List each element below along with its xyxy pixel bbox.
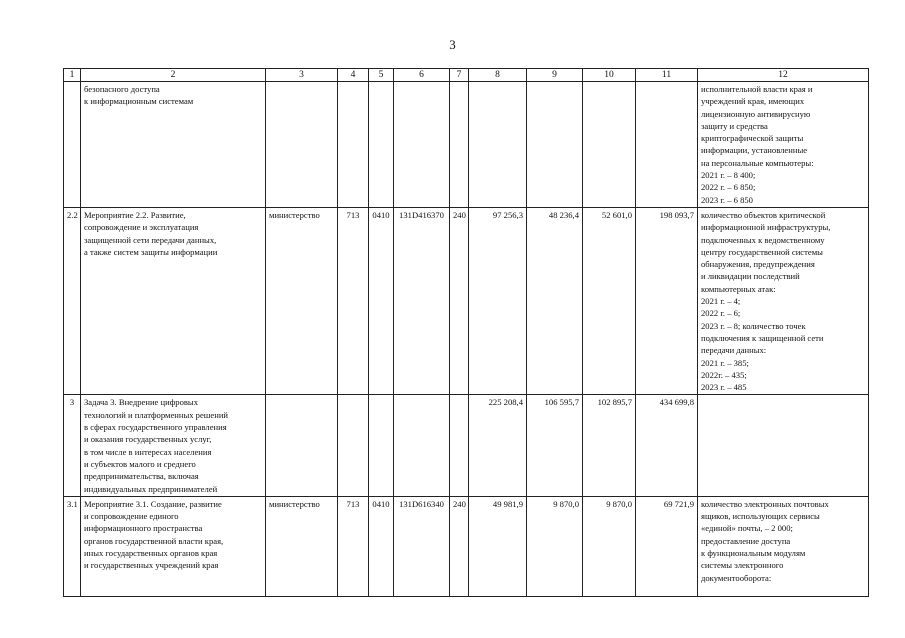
code-cell xyxy=(338,395,369,496)
text-line: предоставление доступа xyxy=(701,535,791,546)
text-line: 2023 г. – 8; количество точек xyxy=(701,320,806,331)
text-line: ящиков, использующих сервисы xyxy=(701,511,820,522)
code-cell: 713 xyxy=(338,496,369,596)
code-cell xyxy=(338,82,369,208)
result-cell xyxy=(698,496,869,596)
text-line: «единой» почты, – 2 000; xyxy=(701,523,793,534)
amount-2021-cell: 49 981,9 xyxy=(469,496,527,596)
amount-total-cell: 198 093,7 xyxy=(636,207,698,394)
text-line: иных государственных органов края xyxy=(84,547,218,558)
header-cell: 8 xyxy=(469,69,527,82)
text-line: 2023 г. – 6 850 xyxy=(701,194,753,205)
header-cell: 7 xyxy=(450,69,469,82)
header-cell: 9 xyxy=(527,69,583,82)
header-cell: 3 xyxy=(266,69,338,82)
text-line: информационного пространства xyxy=(84,523,203,534)
text-line: на персональные компьютеры: xyxy=(701,157,814,168)
amount-2023-cell: 9 870,0 xyxy=(583,496,636,596)
header-cell: 11 xyxy=(636,69,698,82)
expense-type-cell: 240 xyxy=(450,496,469,596)
target-article-cell xyxy=(394,395,450,496)
description-cell xyxy=(81,496,266,596)
text-line: защищенной сети передачи данных, xyxy=(84,234,217,245)
text-line: компьютерных атак: xyxy=(701,283,776,294)
text-line: 2022 г. – 6 850; xyxy=(701,182,756,193)
text-line: предпринимательства, включая xyxy=(84,471,199,482)
header-cell: 12 xyxy=(698,69,869,82)
text-line: исполнительной власти края и xyxy=(701,84,813,94)
result-cell xyxy=(698,207,869,394)
text-line: защиту и средства xyxy=(701,120,768,131)
text-line: информации, установленные xyxy=(701,145,808,156)
text-line: 2022 г. – 6; xyxy=(701,308,741,319)
header-cell: 5 xyxy=(369,69,394,82)
text-line: обнаружения, предупреждения xyxy=(701,259,815,270)
row-number-cell: 2.2 xyxy=(64,207,81,394)
text-line: а также систем защиты информации xyxy=(84,246,218,257)
text-line: и сопровождение единого xyxy=(84,511,179,522)
table-row xyxy=(64,496,869,596)
text-line: документооборота: xyxy=(701,572,772,583)
amount-2023-cell: 102 895,7 xyxy=(583,395,636,496)
text-line: 2021 г. – 8 400; xyxy=(701,170,756,181)
text-line: Мероприятие 2.2. Развитие, xyxy=(84,209,186,220)
amount-2022-cell: 48 236,4 xyxy=(527,207,583,394)
expense-type-cell: 240 xyxy=(450,207,469,394)
amount-2023-cell: 52 601,0 xyxy=(583,207,636,394)
expense-type-cell xyxy=(450,395,469,496)
description-cell xyxy=(81,395,266,496)
text-line: к информационным системам xyxy=(84,96,194,107)
text-line: 2023 г. – 485 xyxy=(701,382,747,393)
text-line: сопровождение и эксплуатация xyxy=(84,222,199,233)
text-line: в том числе в интересах населения xyxy=(84,446,212,457)
result-cell xyxy=(698,82,869,208)
section-cell xyxy=(369,395,394,496)
section-cell: 0410 xyxy=(369,496,394,596)
text-line: лицензионную антивирусную xyxy=(701,108,811,119)
text-line: и субъектов малого и среднего xyxy=(84,458,196,469)
text-line: технологий и платформенных решений xyxy=(84,409,229,420)
text-line: 2021 г. – 4; xyxy=(701,296,741,307)
target-article-cell: 131D416370 xyxy=(394,207,450,394)
amount-2022-cell: 106 595,7 xyxy=(527,395,583,496)
table-row xyxy=(64,395,869,496)
header-row xyxy=(64,69,869,82)
amount-total-cell: 69 721,9 xyxy=(636,496,698,596)
text-line: органов государственной власти края, xyxy=(84,535,224,546)
header-cell: 1 xyxy=(64,69,81,82)
text-line: и ликвидации последствий xyxy=(701,271,800,282)
text-line: Мероприятие 3.1. Создание, развитие xyxy=(84,498,222,509)
header-cell: 4 xyxy=(338,69,369,82)
row-number-cell: 3.1 xyxy=(64,496,81,596)
amount-total-cell: 434 699,8 xyxy=(636,395,698,496)
text-line: учреждений края, имеющих xyxy=(701,96,805,107)
table-row xyxy=(64,207,869,394)
text-line: центру государственной системы xyxy=(701,246,823,257)
header-cell: 10 xyxy=(583,69,636,82)
page-number: 3 xyxy=(449,37,456,52)
executor-cell xyxy=(266,82,338,208)
amount-2022-cell: 9 870,0 xyxy=(527,496,583,596)
amount-2021-cell xyxy=(469,82,527,208)
text-line: к функциональным модулям xyxy=(701,547,806,558)
executor-cell: министерство xyxy=(266,496,338,596)
description-cell xyxy=(81,82,266,208)
table-row xyxy=(64,82,869,208)
text-line: информационной инфраструктуры, xyxy=(701,222,831,233)
text-line: количество электронных почтовых xyxy=(701,498,829,509)
section-cell: 0410 xyxy=(369,207,394,394)
amount-2021-cell: 97 256,3 xyxy=(469,207,527,394)
code-cell: 713 xyxy=(338,207,369,394)
amount-total-cell xyxy=(636,82,698,208)
target-article-cell xyxy=(394,82,450,208)
text-line: и государственных учреждений края xyxy=(84,560,219,571)
text-line: количество объектов критической xyxy=(701,209,826,220)
executor-cell xyxy=(266,395,338,496)
header-cell: 2 xyxy=(81,69,266,82)
description-cell xyxy=(81,207,266,394)
text-line: в сферах государственного управления xyxy=(84,422,227,433)
amount-2022-cell xyxy=(527,82,583,208)
executor-cell: министерство xyxy=(266,207,338,394)
result-cell xyxy=(698,395,869,496)
text-line: 2022г. – 435; xyxy=(701,369,747,380)
text-line: индивидуальных предпринимателей xyxy=(84,483,218,494)
text-line: подключенных к ведомственному xyxy=(701,234,825,245)
text-line: 2021 г. – 385; xyxy=(701,357,749,368)
row-number-cell: 3 xyxy=(64,395,81,496)
amount-2021-cell: 225 208,4 xyxy=(469,395,527,496)
text-line: безопасного доступа xyxy=(84,84,160,94)
header-cell: 6 xyxy=(394,69,450,82)
budget-table xyxy=(63,68,869,597)
text-line: и оказания государственных услуг, xyxy=(84,434,212,445)
text-line: передачи данных: xyxy=(701,345,767,356)
expense-type-cell xyxy=(450,82,469,208)
row-number-cell xyxy=(64,82,81,208)
text-line: криптографической защиты xyxy=(701,133,804,144)
text-line: системы электронного xyxy=(701,560,784,571)
section-cell xyxy=(369,82,394,208)
amount-2023-cell xyxy=(583,82,636,208)
text-line: Задача 3. Внедрение цифровых xyxy=(84,397,199,408)
text-line: подключения к защищенной сети xyxy=(701,332,824,343)
target-article-cell: 131D616340 xyxy=(394,496,450,596)
